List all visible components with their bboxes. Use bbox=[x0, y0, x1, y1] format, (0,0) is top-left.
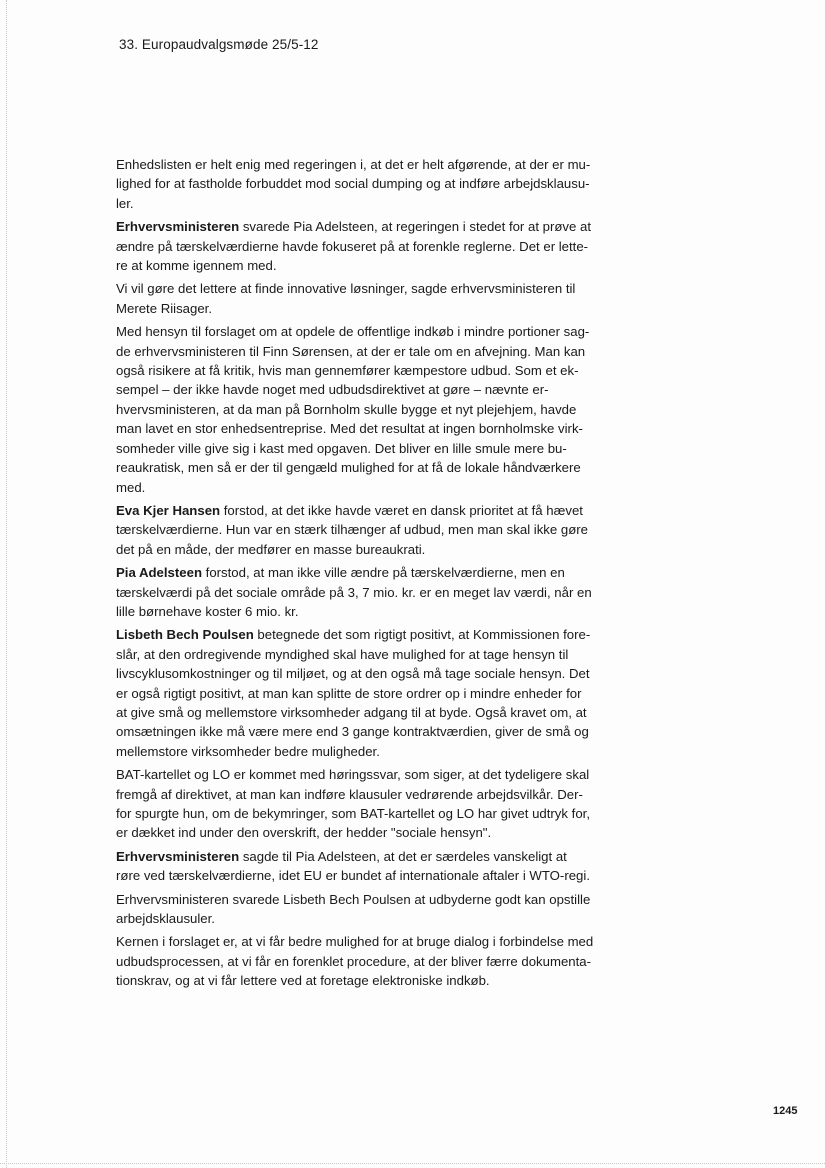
text-line: tærskelværdi på det sociale område på 3, 7 mio. kr. er en meget lav værdi, når en bbox=[116, 584, 592, 600]
text-line: fremgå af direktivet, at man kan indføre klausuler vedrørende arbejdsvilkår. Der- bbox=[116, 786, 583, 802]
speaker-name: Lisbeth Bech Poulsen bbox=[116, 627, 254, 643]
text-line: Kernen i forslaget er, at vi får bedre mulighed for at bruge dialog i forbindelse med bbox=[116, 934, 594, 950]
text-line bbox=[116, 563, 606, 582]
paragraph bbox=[116, 765, 606, 843]
text-line: at give små og mellemstore virksomheder adgang til at byde. Også kravet om, at bbox=[116, 704, 587, 720]
paragraph bbox=[116, 217, 606, 275]
text-line bbox=[116, 847, 606, 866]
text-line: re at komme igennem med. bbox=[116, 258, 277, 274]
line-text: svarede Pia Adelsteen, at regeringen i stedet for at prøve at bbox=[239, 219, 592, 235]
text-line: Merete Riisager. bbox=[116, 300, 213, 316]
page-header: 33. Europaudvalgsmøde 25/5-12 bbox=[119, 37, 319, 52]
paragraph bbox=[116, 625, 606, 761]
line-text: forstod, at man ikke ville ændre på tærskelværdierne, men en bbox=[202, 565, 565, 581]
scan-edge-left bbox=[6, 0, 7, 1168]
speaker-name: Erhvervsministeren bbox=[116, 219, 240, 235]
text-line: omsætningen ikke må være mere end 3 gange kontraktværdien, giver de små og bbox=[116, 724, 589, 740]
page-number: 1245 bbox=[773, 1105, 798, 1117]
text-line: Enhedslisten er helt enig med regeringen i, at det er helt afgørende, at der er mu- bbox=[116, 157, 591, 172]
text-line: mellemstore virksomheder bedre muligheder. bbox=[116, 743, 380, 759]
speaker-name: Erhvervsministeren bbox=[116, 848, 240, 864]
text-line: ler. bbox=[116, 195, 134, 211]
text-line bbox=[116, 625, 606, 644]
text-line bbox=[116, 501, 606, 520]
text-line: det på en måde, der medfører en masse bureaukrati. bbox=[116, 541, 426, 557]
text-line: lighed for at fastholde forbuddet mod social dumping og at indføre arbejdsklausu- bbox=[116, 176, 590, 192]
text-line: er dækket ind under den overskrift, der hedder "sociale hensyn". bbox=[116, 825, 492, 841]
paragraph bbox=[116, 847, 606, 886]
text-line: sempel – der ikke havde noget med udbudsdirektivet at gøre – nævnte er- bbox=[116, 382, 549, 398]
paragraph bbox=[116, 890, 606, 929]
text-line: Vi vil gøre det lettere at finde innovative løsninger, sagde erhvervsministeren til bbox=[116, 281, 576, 297]
text-line: hvervsministeren, at da man på Bornholm skulle bygge et nyt plejehjem, havde bbox=[116, 401, 577, 417]
text-line: er også rigtigt positivt, at man kan splitte de store ordrer op i mindre enheder for bbox=[116, 685, 582, 701]
paragraph bbox=[116, 501, 606, 559]
text-line: BAT-kartellet og LO er kommet med høringssvar, som siger, at det tydeligere skal bbox=[116, 767, 590, 783]
document-body bbox=[116, 155, 606, 995]
text-line: udbudsprocessen, at vi får en forenklet procedure, at der bliver færre dokumenta- bbox=[116, 953, 592, 969]
text-line: livscyklusomkostninger og til miljøet, og at den også må tage sociale hensyn. Det bbox=[116, 666, 590, 682]
text-line: somheder ville give sig i kast med opgaven. Det bliver en lille smule mere bu- bbox=[116, 440, 567, 456]
line-text: forstod, at det ikke havde været en dansk prioritet at få hævet bbox=[220, 502, 583, 518]
speaker-name: Pia Adelsteen bbox=[116, 565, 202, 581]
paragraph bbox=[116, 155, 606, 213]
paragraph bbox=[116, 322, 606, 497]
text-line: Med hensyn til forslaget om at opdele de offentlige indkøb i mindre portioner sag- bbox=[116, 324, 590, 340]
text-line: ændre på tærskelværdierne havde fokuseret på at forenkle reglerne. Det er lette- bbox=[116, 238, 589, 254]
scan-edge-bottom bbox=[0, 1163, 825, 1164]
text-line: med. bbox=[116, 479, 146, 495]
text-line: reaukratisk, men så er der til gengæld mulighed for at få de lokale håndværkere bbox=[116, 460, 581, 476]
line-text: sagde til Pia Adelsteen, at det er særdeles vanskeligt at bbox=[239, 848, 567, 864]
text-line: tærskelværdierne. Hun var en stærk tilhænger af udbud, men man skal ikke gøre bbox=[116, 522, 589, 538]
paragraph bbox=[116, 279, 606, 318]
text-line: lille børnehave koster 6 mio. kr. bbox=[116, 603, 299, 619]
text-line: tionskrav, og at vi får lettere ved at foretage elektroniske indkøb. bbox=[116, 973, 490, 989]
text-line: røre ved tærskelværdierne, idet EU er bundet af internationale aftaler i WTO-regi. bbox=[116, 868, 590, 884]
paragraph bbox=[116, 932, 606, 990]
speaker-name: Eva Kjer Hansen bbox=[116, 502, 221, 518]
text-line: Erhvervsministeren svarede Lisbeth Bech Poulsen at udbyderne godt kan opstille bbox=[116, 891, 591, 907]
text-line: for spurgte hun, om de bekymringer, som BAT-kartellet og LO har givet udtryk for, bbox=[116, 806, 590, 821]
text-line: de erhvervsministeren til Finn Sørensen, at der er tale om en afvejning. Man kan bbox=[116, 343, 586, 359]
text-line: også risikere at få kritik, hvis man gennemfører kæmpestore udbud. Som et ek- bbox=[116, 363, 579, 379]
line-text: betegnede det som rigtigt positivt, at Kommissionen fore- bbox=[253, 627, 591, 643]
paragraph bbox=[116, 563, 606, 621]
text-line: arbejdsklausuler. bbox=[116, 911, 215, 927]
text-line: slår, at den ordregivende myndighed skal have mulighed for at tage hensyn til bbox=[116, 646, 569, 662]
text-line bbox=[116, 217, 606, 236]
text-line: man lavet en stor enhedsentreprise. Med det resultat at ingen bornholmske virk- bbox=[116, 421, 583, 437]
